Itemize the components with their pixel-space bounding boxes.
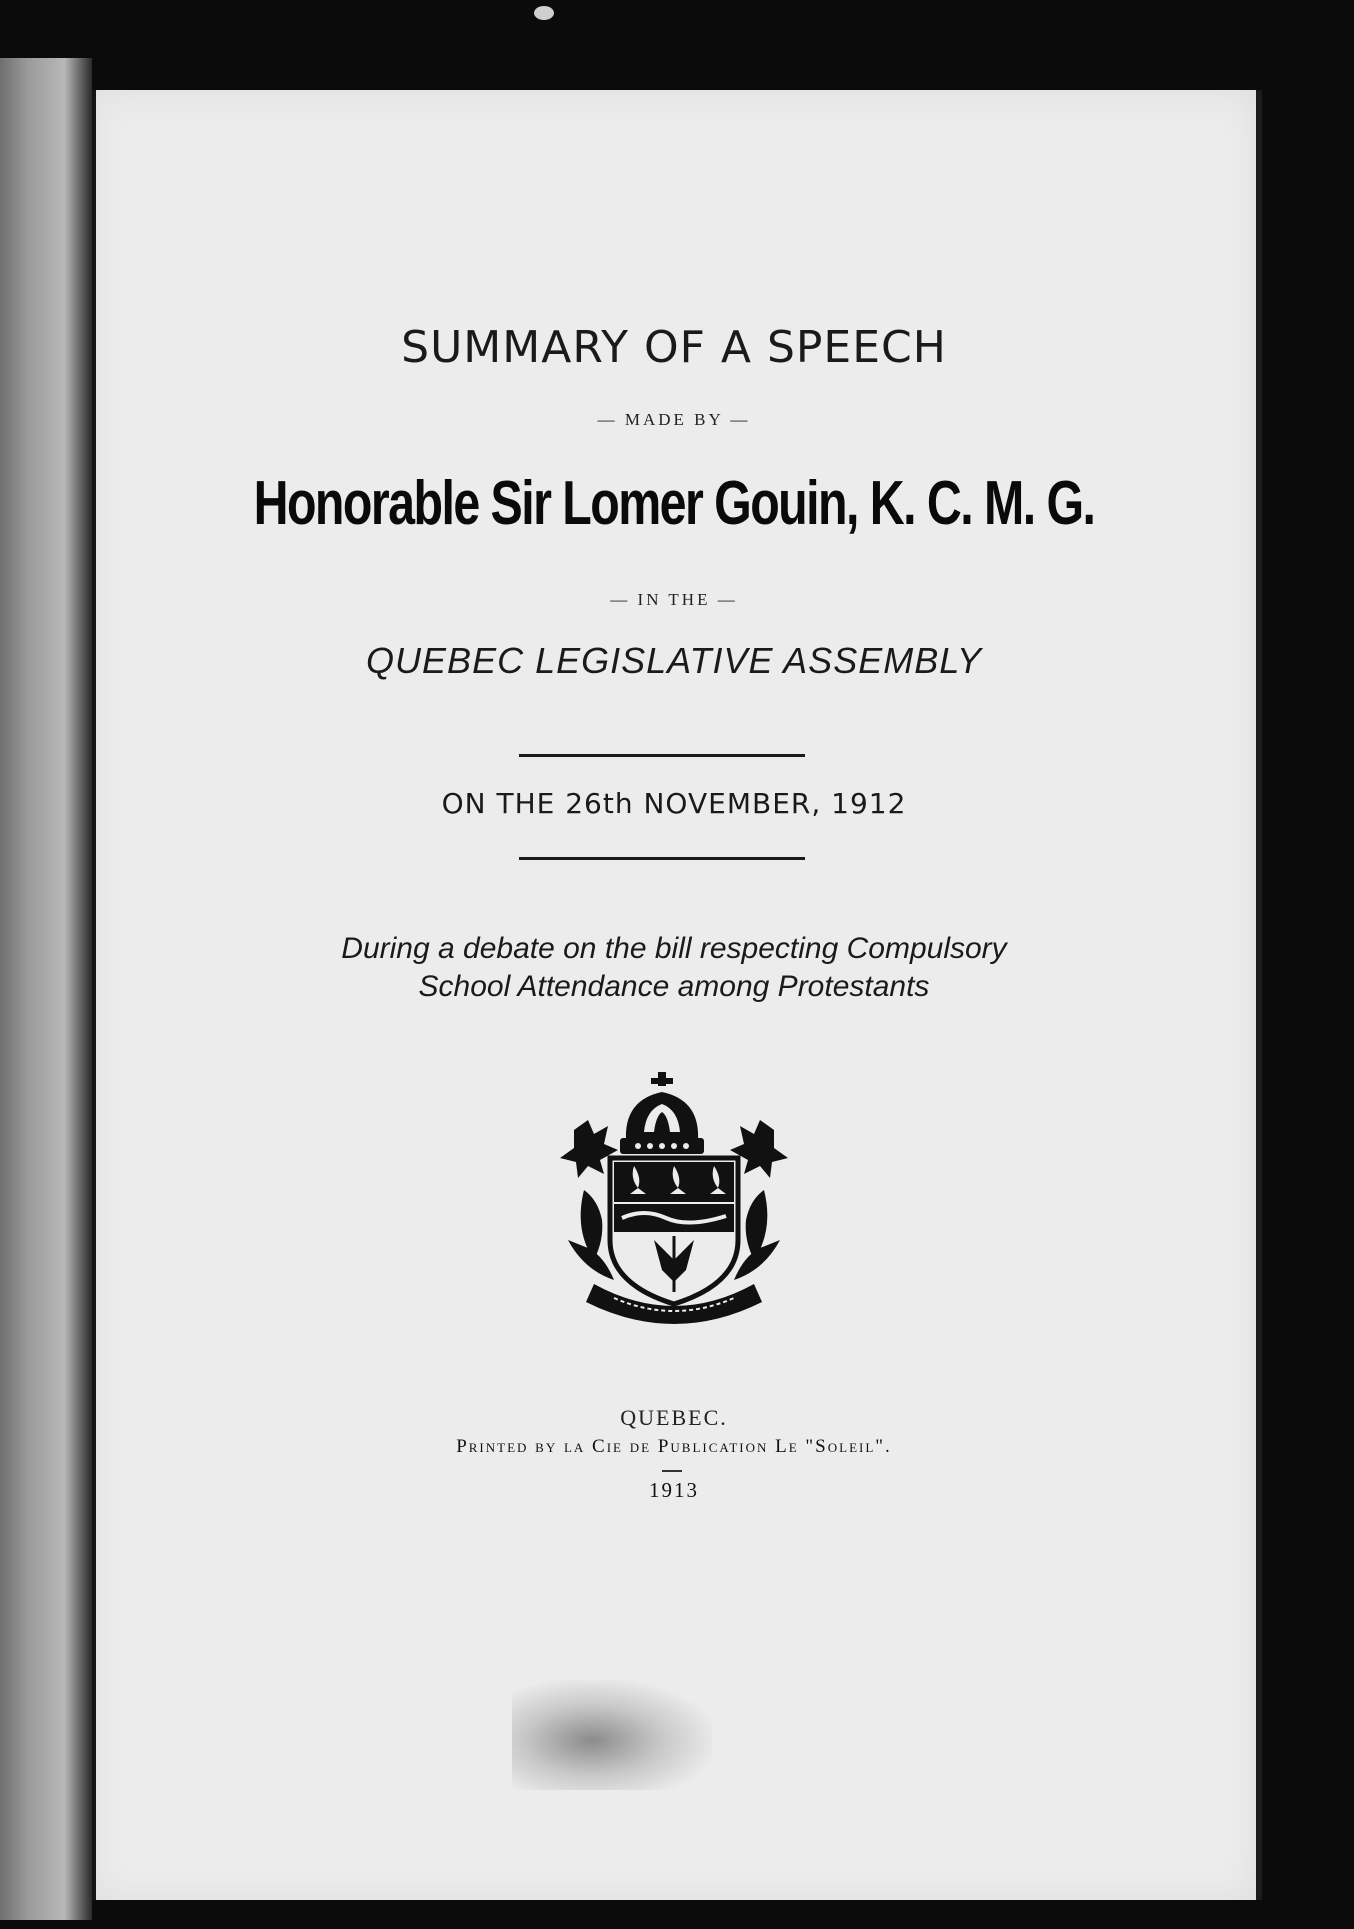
assembly-name: QUEBEC LEGISLATIVE ASSEMBLY bbox=[366, 640, 982, 681]
speaker-name: Honorable Sir Lomer Gouin, K. C. M. G. bbox=[253, 469, 1095, 538]
divider-rule-top bbox=[519, 754, 805, 757]
title-page bbox=[92, 90, 1256, 1900]
speech-date: ON THE 26th NOVEMBER, 1912 bbox=[441, 787, 907, 820]
quebec-coat-of-arms-icon bbox=[554, 1070, 794, 1330]
imprint-place: QUEBEC. bbox=[620, 1405, 728, 1430]
debate-line-2: School Attendance among Protestants bbox=[418, 970, 930, 1003]
imprint-divider bbox=[662, 1470, 682, 1472]
debate-line-1: During a debate on the bill respecting Compulsory bbox=[341, 932, 1007, 965]
scan-smudge bbox=[512, 1680, 712, 1790]
document-title: SUMMARY OF A SPEECH bbox=[401, 322, 947, 373]
divider-rule-bottom bbox=[519, 857, 805, 860]
imprint-year: 1913 bbox=[649, 1478, 699, 1502]
scan-blot bbox=[534, 6, 554, 20]
in-the-label: — IN THE — bbox=[610, 590, 738, 609]
made-by-label: — MADE BY — bbox=[597, 410, 751, 429]
facing-page-edge bbox=[0, 58, 92, 1920]
page-right-edge bbox=[1256, 90, 1262, 1900]
imprint-printer: Printed by la Cie de Publication Le "Soleil". bbox=[456, 1436, 892, 1457]
debate-description bbox=[92, 930, 1256, 1006]
